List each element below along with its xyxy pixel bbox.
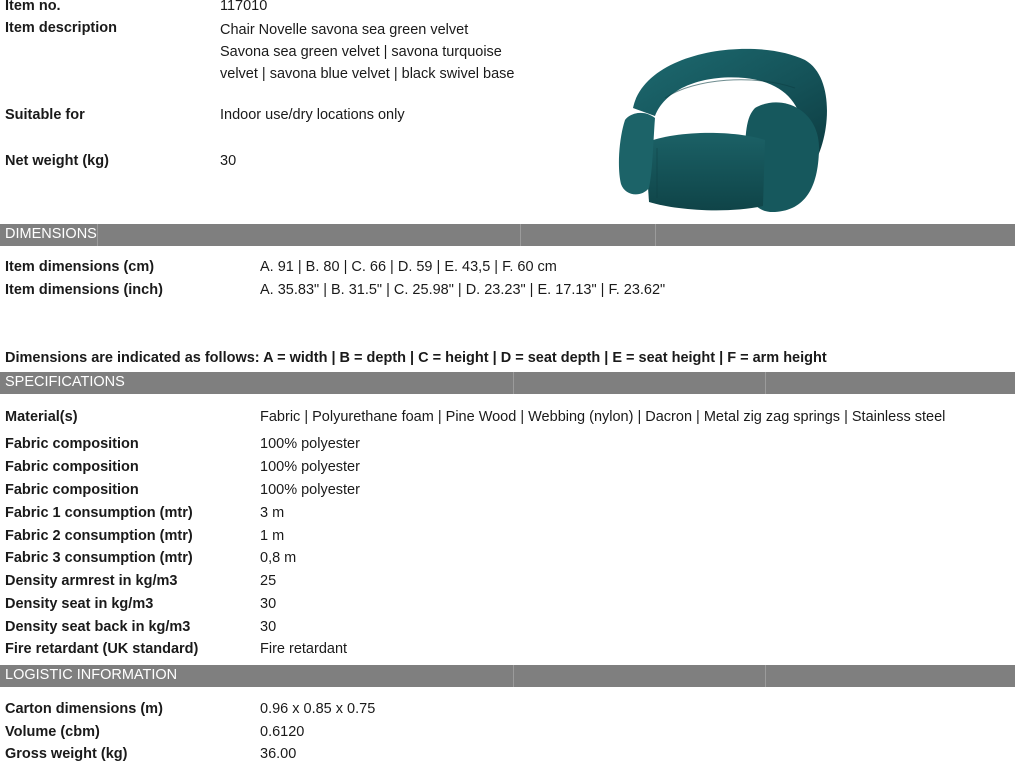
item-dimensions-cm-value: A. 91 | B. 80 | C. 66 | D. 59 | E. 43,5 | F. 60 cm: [260, 259, 557, 275]
dimensions-title: DIMENSIONS: [5, 226, 97, 242]
spec-label: Fabric composition: [5, 436, 139, 452]
logistic-value: 0.6120: [260, 724, 305, 740]
spec-label: Fabric 2 consumption (mtr): [5, 528, 193, 544]
cell-divider: [513, 665, 514, 687]
spec-value: 100% polyester: [260, 459, 360, 475]
spec-value: 100% polyester: [260, 482, 360, 498]
spec-value: 25: [260, 573, 277, 589]
cell-divider: [765, 372, 766, 394]
description-line: Chair Novelle savona sea green velvet: [220, 22, 469, 38]
item-dimensions-inch-value: A. 35.83" | B. 31.5" | C. 25.98" | D. 23.23" | E. 17.13" | F. 23.62": [260, 282, 666, 298]
logistics-section-header: [0, 665, 1015, 687]
dimensions-legend-note: Dimensions are indicated as follows: A = width | B = depth | C = height | D = seat depth | E = seat height | F = arm height: [5, 350, 827, 366]
spec-label: Fabric composition: [5, 482, 139, 498]
spec-label: Density armrest in kg/m3: [5, 573, 178, 589]
spec-value: 1 m: [260, 528, 285, 544]
cell-divider: [520, 224, 521, 246]
description-line: velvet | savona blue velvet | black swivel base: [220, 66, 515, 82]
item-description: [220, 19, 560, 85]
spec-label: Fire retardant (UK standard): [5, 641, 199, 657]
spec-value: 3 m: [260, 505, 285, 521]
specifications-section-header: [0, 372, 1015, 394]
suitable-for-value: Indoor use/dry locations only: [220, 107, 405, 123]
item-description-label: Item description: [5, 20, 117, 36]
spec-label: Material(s): [5, 409, 78, 425]
logistic-value: 36.00: [260, 746, 297, 762]
spec-value: 100% polyester: [260, 436, 360, 452]
description-line: Savona sea green velvet | savona turquoise: [220, 44, 502, 60]
logistic-label: Volume (cbm): [5, 724, 100, 740]
cell-divider: [765, 665, 766, 687]
spec-label: Fabric composition: [5, 459, 139, 475]
logistic-label: Gross weight (kg): [5, 746, 128, 762]
spec-label: Density seat in kg/m3: [5, 596, 154, 612]
spec-value: 30: [260, 619, 277, 635]
spec-value: 30: [260, 596, 277, 612]
logistics-title: LOGISTIC INFORMATION: [5, 667, 178, 683]
specifications-title: SPECIFICATIONS: [5, 374, 125, 390]
spec-value: Fire retardant: [260, 641, 348, 657]
spec-value: 0,8 m: [260, 550, 297, 566]
net-weight-label: Net weight (kg): [5, 153, 109, 169]
net-weight-value: 30: [220, 153, 237, 169]
spec-label: Fabric 1 consumption (mtr): [5, 505, 193, 521]
cell-divider: [655, 224, 656, 246]
logistic-value: 0.96 x 0.85 x 0.75: [260, 701, 376, 717]
spec-value: Fabric | Polyurethane foam | Pine Wood | Webbing (nylon) | Dacron | Metal zig zag springs | Stainless steel: [260, 409, 946, 425]
swivel-chair-photo: [605, 38, 835, 223]
item-dimensions-inch-label: Item dimensions (inch): [5, 282, 163, 298]
spec-label: Density seat back in kg/m3: [5, 619, 191, 635]
item-no-label: Item no.: [5, 0, 61, 14]
suitable-for-label: Suitable for: [5, 107, 85, 123]
item-dimensions-cm-label: Item dimensions (cm): [5, 259, 155, 275]
item-no-value: 117010: [220, 0, 268, 14]
cell-divider: [97, 224, 98, 246]
spec-label: Fabric 3 consumption (mtr): [5, 550, 193, 566]
dimensions-section-header: [0, 224, 1015, 246]
cell-divider: [513, 372, 514, 394]
logistic-label: Carton dimensions (m): [5, 701, 163, 717]
